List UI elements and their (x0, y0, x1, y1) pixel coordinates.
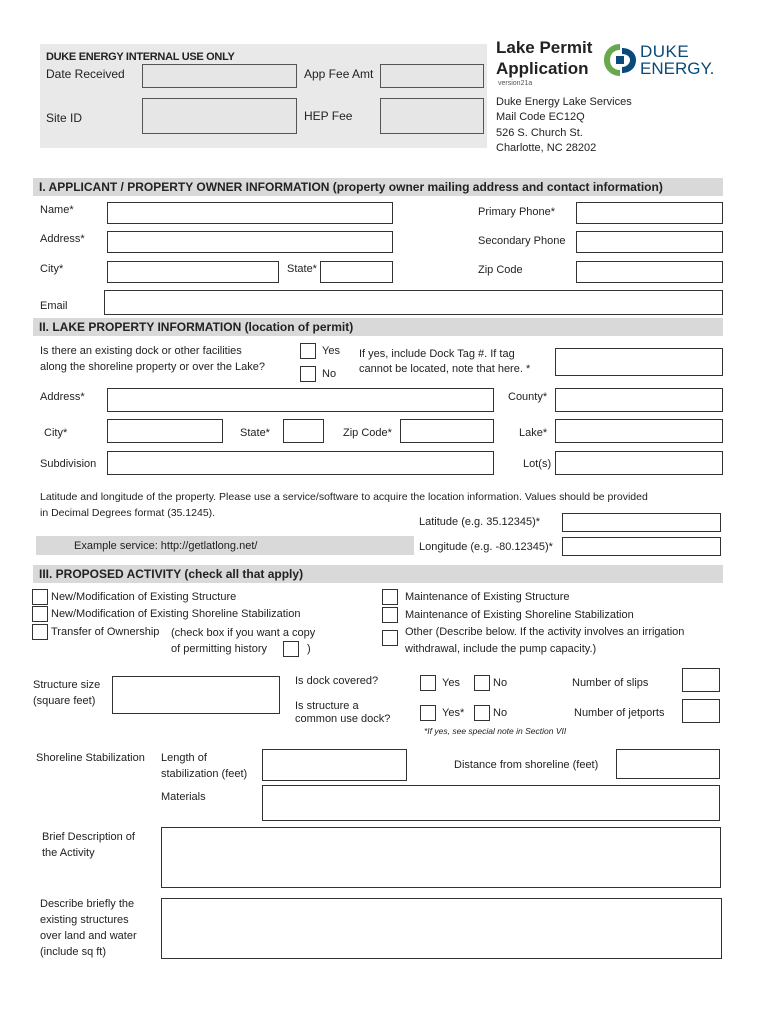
existing-structures-input[interactable] (161, 898, 722, 959)
new-shoreline-label: New/Modification of Existing Shoreline Stabilization (51, 608, 301, 620)
maint-structure-label: Maintenance of Existing Structure (405, 591, 570, 603)
jetports-input[interactable] (682, 699, 720, 723)
new-structure-label: New/Modification of Existing Structure (51, 591, 237, 603)
form-title-line1: Lake Permit (496, 38, 593, 57)
hep-fee-field[interactable] (380, 98, 484, 134)
latlong-note-line1: Latitude and longitude of the property. Please use a service/software to acquire the location information. Values should be provided (40, 491, 648, 503)
maint-shoreline-label: Maintenance of Existing Shoreline Stabilization (405, 609, 634, 621)
common-use-no-checkbox[interactable] (474, 705, 490, 721)
existing-dock-yes-label: Yes (322, 345, 340, 357)
email-input[interactable] (104, 290, 723, 315)
existing-structures-label-line2: existing structures (40, 914, 129, 926)
email-label: Email (40, 300, 68, 312)
dock-covered-no-checkbox[interactable] (474, 675, 490, 691)
dock-covered-no-label: No (493, 677, 508, 689)
state-label: State* (287, 263, 317, 275)
lake-state-label: State* (240, 427, 270, 439)
mail-address-line2: Mail Code EC12Q (496, 111, 585, 123)
common-use-yes-label: Yes* (442, 707, 465, 719)
app-fee-field[interactable] (380, 64, 484, 88)
longitude-input[interactable] (562, 537, 721, 556)
hep-fee-label: HEP Fee (304, 109, 353, 123)
example-service-text: Example service: http://getlatlong.net/ (74, 540, 258, 552)
transfer-note-line2: of permitting history (171, 643, 267, 655)
lake-city-input[interactable] (107, 419, 223, 443)
structure-size-label-line1: Structure size (33, 679, 101, 691)
jetports-label: Number of jetports (574, 707, 665, 719)
zip-label: Zip Code (478, 264, 523, 276)
materials-input[interactable] (262, 785, 720, 821)
length-input[interactable] (262, 749, 407, 781)
section-2-title: II. LAKE PROPERTY INFORMATION (location of permit) (33, 318, 723, 336)
site-id-label: Site ID (46, 111, 83, 125)
maint-structure-checkbox[interactable] (382, 589, 398, 605)
county-label: County* (508, 391, 548, 403)
length-label-line2: stabilization (feet) (161, 768, 248, 780)
secondary-phone-label: Secondary Phone (478, 235, 566, 247)
address-input[interactable] (107, 231, 393, 253)
logo-text-duke: DUKE (640, 42, 690, 61)
other-activity-line1: Other (Describe below. If the activity involves an irrigation (405, 626, 685, 638)
logo-text-energy: ENERGY. (640, 59, 715, 78)
transfer-ownership-checkbox[interactable] (32, 624, 48, 640)
longitude-label: Longitude (e.g. -80.12345)* (419, 541, 553, 553)
brief-description-label-line1: Brief Description of (42, 831, 135, 843)
distance-input[interactable] (616, 749, 720, 779)
city-label: City* (40, 263, 64, 275)
dock-tag-question-line1: If yes, include Dock Tag #. If tag (359, 348, 515, 360)
lots-label: Lot(s) (523, 458, 552, 470)
common-use-label-line1: Is structure a (295, 700, 359, 712)
dock-tag-question-line2: cannot be located, note that here. * (359, 363, 531, 375)
common-use-no-label: No (493, 707, 508, 719)
county-input[interactable] (555, 388, 723, 412)
subdivision-label: Subdivision (40, 458, 97, 470)
common-use-label-line2: common use dock? (295, 713, 391, 725)
mail-address-line3: 526 S. Church St. (496, 127, 583, 139)
special-note: *If yes, see special note in Section VII (424, 726, 567, 736)
address-label: Address* (40, 233, 85, 245)
subdivision-input[interactable] (107, 451, 494, 475)
existing-structures-label-line3: over land and water (40, 930, 137, 942)
site-id-field[interactable] (142, 98, 297, 134)
name-label: Name* (40, 204, 74, 216)
lake-input[interactable] (555, 419, 723, 443)
lake-zip-label: Zip Code* (343, 427, 392, 439)
permitting-history-checkbox[interactable] (283, 641, 299, 657)
brief-description-input[interactable] (161, 827, 721, 888)
shoreline-stab-label: Shoreline Stabilization (36, 752, 145, 764)
lots-input[interactable] (555, 451, 723, 475)
structure-size-input[interactable] (112, 676, 280, 714)
latitude-input[interactable] (562, 513, 721, 532)
transfer-note-line1: (check box if you want a copy (171, 627, 316, 639)
section-3-title: III. PROPOSED ACTIVITY (check all that apply) (33, 565, 723, 583)
new-shoreline-checkbox[interactable] (32, 606, 48, 622)
internal-use-heading: DUKE ENERGY INTERNAL USE ONLY (46, 51, 235, 63)
city-input[interactable] (107, 261, 279, 283)
distance-label: Distance from shoreline (feet) (454, 759, 599, 771)
lake-address-input[interactable] (107, 388, 494, 412)
name-input[interactable] (107, 202, 393, 224)
other-activity-checkbox[interactable] (382, 630, 398, 646)
existing-dock-question-line2: along the shoreline property or over the Lake? (40, 361, 266, 373)
latitude-label: Latitude (e.g. 35.12345)* (419, 516, 541, 528)
materials-label: Materials (161, 791, 206, 803)
existing-dock-question-line1: Is there an existing dock or other facilities (40, 345, 242, 357)
zip-input[interactable] (576, 261, 723, 283)
version-label: version21a (498, 80, 533, 87)
transfer-ownership-label: Transfer of Ownership (51, 626, 160, 638)
date-received-label: Date Received (46, 67, 125, 81)
common-use-yes-checkbox[interactable] (420, 705, 436, 721)
duke-energy-logo (602, 40, 722, 82)
duke-energy-logo-icon (602, 40, 638, 80)
dock-covered-yes-checkbox[interactable] (420, 675, 436, 691)
state-input[interactable] (320, 261, 393, 283)
maint-shoreline-checkbox[interactable] (382, 607, 398, 623)
new-structure-checkbox[interactable] (32, 589, 48, 605)
brief-description-label-line2: the Activity (42, 847, 95, 859)
mail-address-line1: Duke Energy Lake Services (496, 96, 632, 108)
dock-tag-input[interactable] (555, 348, 723, 376)
other-activity-line2: withdrawal, include the pump capacity.) (405, 643, 597, 655)
primary-phone-input[interactable] (576, 202, 723, 224)
existing-dock-no-checkbox[interactable] (300, 366, 316, 382)
length-label-line1: Length of (161, 752, 207, 764)
mail-address-line4: Charlotte, NC 28202 (496, 142, 597, 154)
latlong-note-line2: in Decimal Degrees format (35.1245). (40, 507, 216, 519)
transfer-note-close: ) (307, 643, 311, 655)
date-received-field[interactable] (142, 64, 297, 88)
app-fee-label: App Fee Amt (304, 67, 374, 81)
secondary-phone-input[interactable] (576, 231, 723, 253)
dock-covered-label: Is dock covered? (295, 675, 379, 687)
existing-dock-no-label: No (322, 368, 337, 380)
lake-state-input[interactable] (283, 419, 324, 443)
lake-address-label: Address* (40, 391, 85, 403)
slips-label: Number of slips (572, 677, 649, 689)
dock-covered-yes-label: Yes (442, 677, 460, 689)
lake-city-label: City* (44, 427, 68, 439)
form-title-line2: Application (496, 59, 589, 78)
slips-input[interactable] (682, 668, 720, 692)
existing-structures-label-line4: (include sq ft) (40, 946, 107, 958)
existing-structures-label-line1: Describe briefly the (40, 898, 135, 910)
primary-phone-label: Primary Phone* (478, 206, 556, 218)
lake-label: Lake* (519, 427, 548, 439)
existing-dock-yes-checkbox[interactable] (300, 343, 316, 359)
structure-size-label-line2: (square feet) (33, 695, 96, 707)
lake-zip-input[interactable] (400, 419, 494, 443)
section-1-title: I. APPLICANT / PROPERTY OWNER INFORMATION (property owner mailing address and contact information) (33, 178, 723, 196)
